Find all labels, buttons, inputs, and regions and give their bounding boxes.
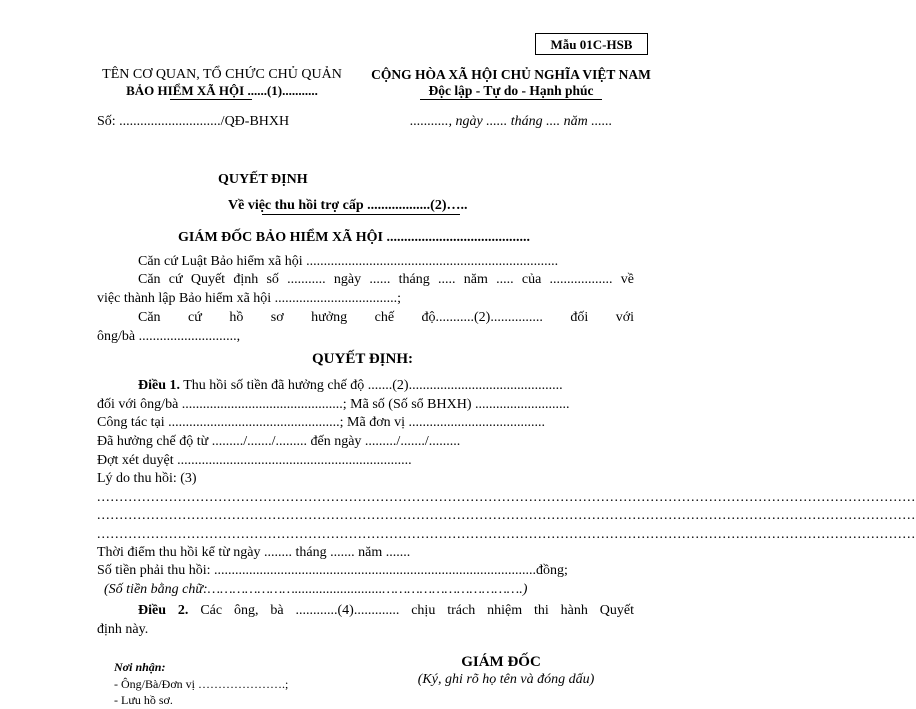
org-name-line2: BẢO HIỂM XÃ HỘI ......(1)........... — [126, 83, 318, 98]
article2-line2: định này. — [97, 622, 149, 637]
article1-text: Thu hồi số tiền đã hưởng chế độ .......(2)............................................ — [183, 378, 563, 393]
article1-amount: Số tiền phải thu hồi: ............................................................................................đồng; — [97, 563, 568, 578]
article1-line1 — [138, 377, 563, 395]
basis-law: Căn cứ Luật Bảo hiểm xã hội ........................................................................ — [138, 254, 559, 269]
document-subject: Về việc thu hồi trợ cấp ..................(2)….. — [228, 198, 468, 213]
org-name-line1: TÊN CƠ QUAN, TỔ CHỨC CHỦ QUẢN — [102, 67, 342, 82]
form-code-box: Mẫu 01C-HSB — [535, 33, 648, 55]
basis-records: Căn cứ hồ sơ hưởng chế độ...........(2)............... đối với — [138, 310, 634, 325]
basis-decision-cont: việc thành lập Bảo hiểm xã hội ...................................; — [97, 291, 402, 306]
reason-dots-line: ...................................................................................................................................................................................... — [97, 508, 916, 523]
article1-recipient: đối với ông/bà ..............................................; Mã số (Số sổ BHXH) ........................... — [97, 397, 570, 412]
motto-underline — [420, 99, 602, 100]
signature-note: (Ký, ghi rõ họ tên và đóng dấu) — [417, 672, 595, 687]
country-name: CỘNG HÒA XÃ HỘI CHỦ NGHĨA VIỆT NAM — [371, 67, 651, 82]
article1-review: Đợt xét duyệt ................................................................... — [97, 453, 412, 468]
country-motto: Độc lập - Tự do - Hạnh phúc — [428, 83, 594, 98]
article2-label: Điều 2. — [138, 603, 189, 618]
article1-reason-label: Lý do thu hồi: (3) — [97, 471, 197, 486]
reason-dots-line: ...................................................................................................................................................................................... — [97, 527, 916, 542]
document-number: Số: ............................./QĐ-BHXH — [97, 114, 290, 129]
document-title: QUYẾT ĐỊNH — [218, 172, 308, 187]
subject-underline — [262, 214, 460, 215]
article1-label: Điều 1. — [138, 378, 180, 393]
article1-period: Đã hưởng chế độ từ ........./......./......... đến ngày ........./......./......... — [97, 434, 461, 449]
signature-title: GIÁM ĐỐC — [461, 654, 541, 670]
article1-amount-words: (Số tiền bằng chữ:………………….........................…………………………….) — [104, 582, 528, 597]
basis-records-cont: ông/bà ............................, — [97, 329, 241, 344]
issuer-title: GIÁM ĐỐC BẢO HIỂM XÃ HỘI ......................................... — [178, 230, 530, 245]
decision-heading: QUYẾT ĐỊNH: — [312, 351, 413, 367]
article2-text: Các ông, bà ............(4)............. chịu trách nhiệm thi hành Quyết — [200, 603, 635, 618]
reason-dots-line: ...................................................................................................................................................................................... — [97, 490, 916, 505]
article1-workplace: Công tác tại .................................................; Mã đơn vị ....................................... — [97, 415, 545, 430]
recipients-label: Nơi nhận: — [114, 660, 166, 674]
document-date: ..........., ngày ...... tháng .... năm ...... — [410, 114, 613, 129]
basis-decision: Căn cứ Quyết định số ........... ngày ...... tháng ..... năm ..... của .................. về — [138, 272, 634, 287]
recipient-item: - Lưu hồ sơ. — [114, 693, 173, 707]
org-underline — [170, 99, 252, 100]
article1-recovery-date: Thời điểm thu hồi kể từ ngày ........ tháng ....... năm ....... — [97, 545, 411, 560]
recipient-item: - Ông/Bà/Đơn vị ………………….; — [114, 677, 289, 691]
article2-line1 — [138, 602, 634, 620]
